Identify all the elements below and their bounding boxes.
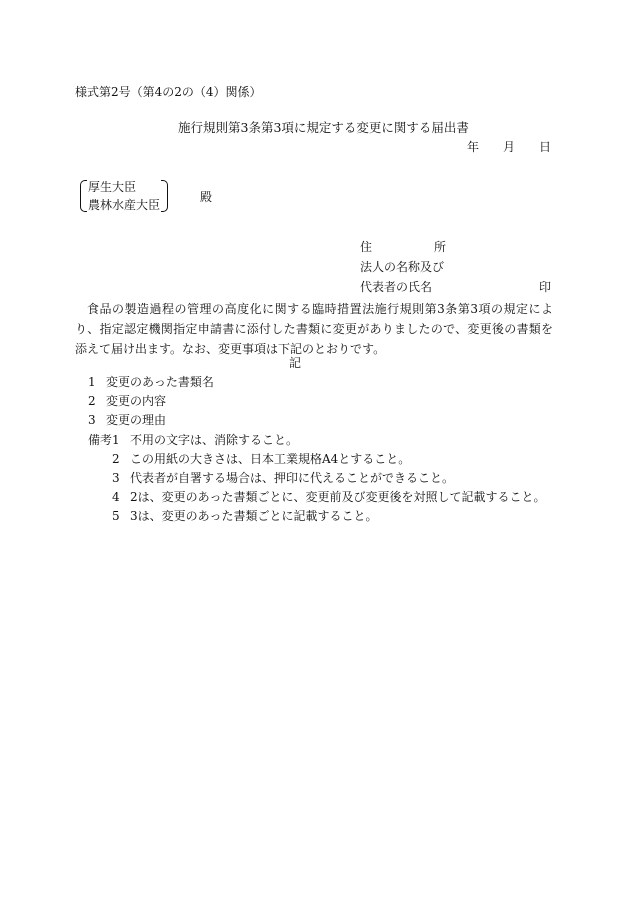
note-item: [112, 509, 378, 523]
left-bracket: [80, 180, 87, 212]
date-month-label: 月: [502, 140, 515, 154]
note-item: [112, 471, 454, 485]
applicant-representative-label: 代表者の氏名: [360, 280, 433, 294]
date-day-label: 日: [538, 140, 551, 154]
addressee-block: [80, 180, 168, 212]
note-number: 3: [112, 471, 120, 485]
applicant-corp-name-label: 法人の名称及び: [360, 260, 445, 274]
right-bracket: [161, 180, 168, 212]
note-item: [112, 433, 298, 447]
note-number: 5: [112, 509, 120, 523]
document-title: 施行規則第3条第3項に規定する変更に関する届出書: [178, 120, 469, 135]
list-item: [88, 413, 166, 427]
note-number: 1: [112, 433, 120, 447]
addressee-honorific: 殿: [200, 190, 213, 204]
addressee-minister-health: 厚生大臣: [88, 180, 137, 194]
seal-mark: 印: [539, 280, 552, 294]
list-item-text: 変更の内容: [106, 394, 167, 408]
addressee-minister-agriculture: 農林水産大臣: [88, 198, 161, 212]
form-number: 様式第2号（第4の2の（4）関係）: [75, 85, 262, 99]
date-year-label: 年: [467, 140, 480, 154]
list-item-number: 2: [88, 394, 96, 408]
list-item: [88, 375, 214, 389]
address-label-part-a: 住: [360, 240, 373, 254]
list-item-number: 3: [88, 413, 96, 427]
note-text: この用紙の大きさは、日本工業規格A4とすること。: [130, 452, 411, 466]
list-item-text: 変更のあった書類名: [106, 375, 214, 389]
applicant-address-label: [360, 240, 446, 254]
body-paragraph: 食品の製造過程の管理の高度化に関する臨時措置法施行規則第3条第3項の規定により、指定認定機関指定申請書に添付した書類に変更がありましたので、変更後の書類を添えて届け出ます。なお、変更事項は下記のとおりです。: [75, 302, 553, 356]
list-item-number: 1: [88, 375, 96, 389]
ki-heading: 記: [289, 356, 302, 370]
address-label-part-b: 所: [433, 240, 446, 254]
note-text: 2は、変更のあった書類ごとに、変更前及び変更後を対照して記載すること。: [130, 490, 546, 504]
notes-heading: 備考: [88, 433, 113, 447]
note-number: 4: [112, 490, 120, 504]
note-number: 2: [112, 452, 120, 466]
note-text: 3は、変更のあった書類ごとに記載すること。: [130, 509, 378, 523]
note-text: 代表者が自署する場合は、押印に代えることができること。: [130, 471, 455, 485]
note-item: [112, 452, 410, 466]
note-item: [112, 490, 546, 504]
date-line: [467, 140, 551, 154]
list-item-text: 変更の理由: [106, 413, 167, 427]
list-item: [88, 394, 166, 408]
note-text: 不用の文字は、消除すること。: [130, 433, 299, 447]
